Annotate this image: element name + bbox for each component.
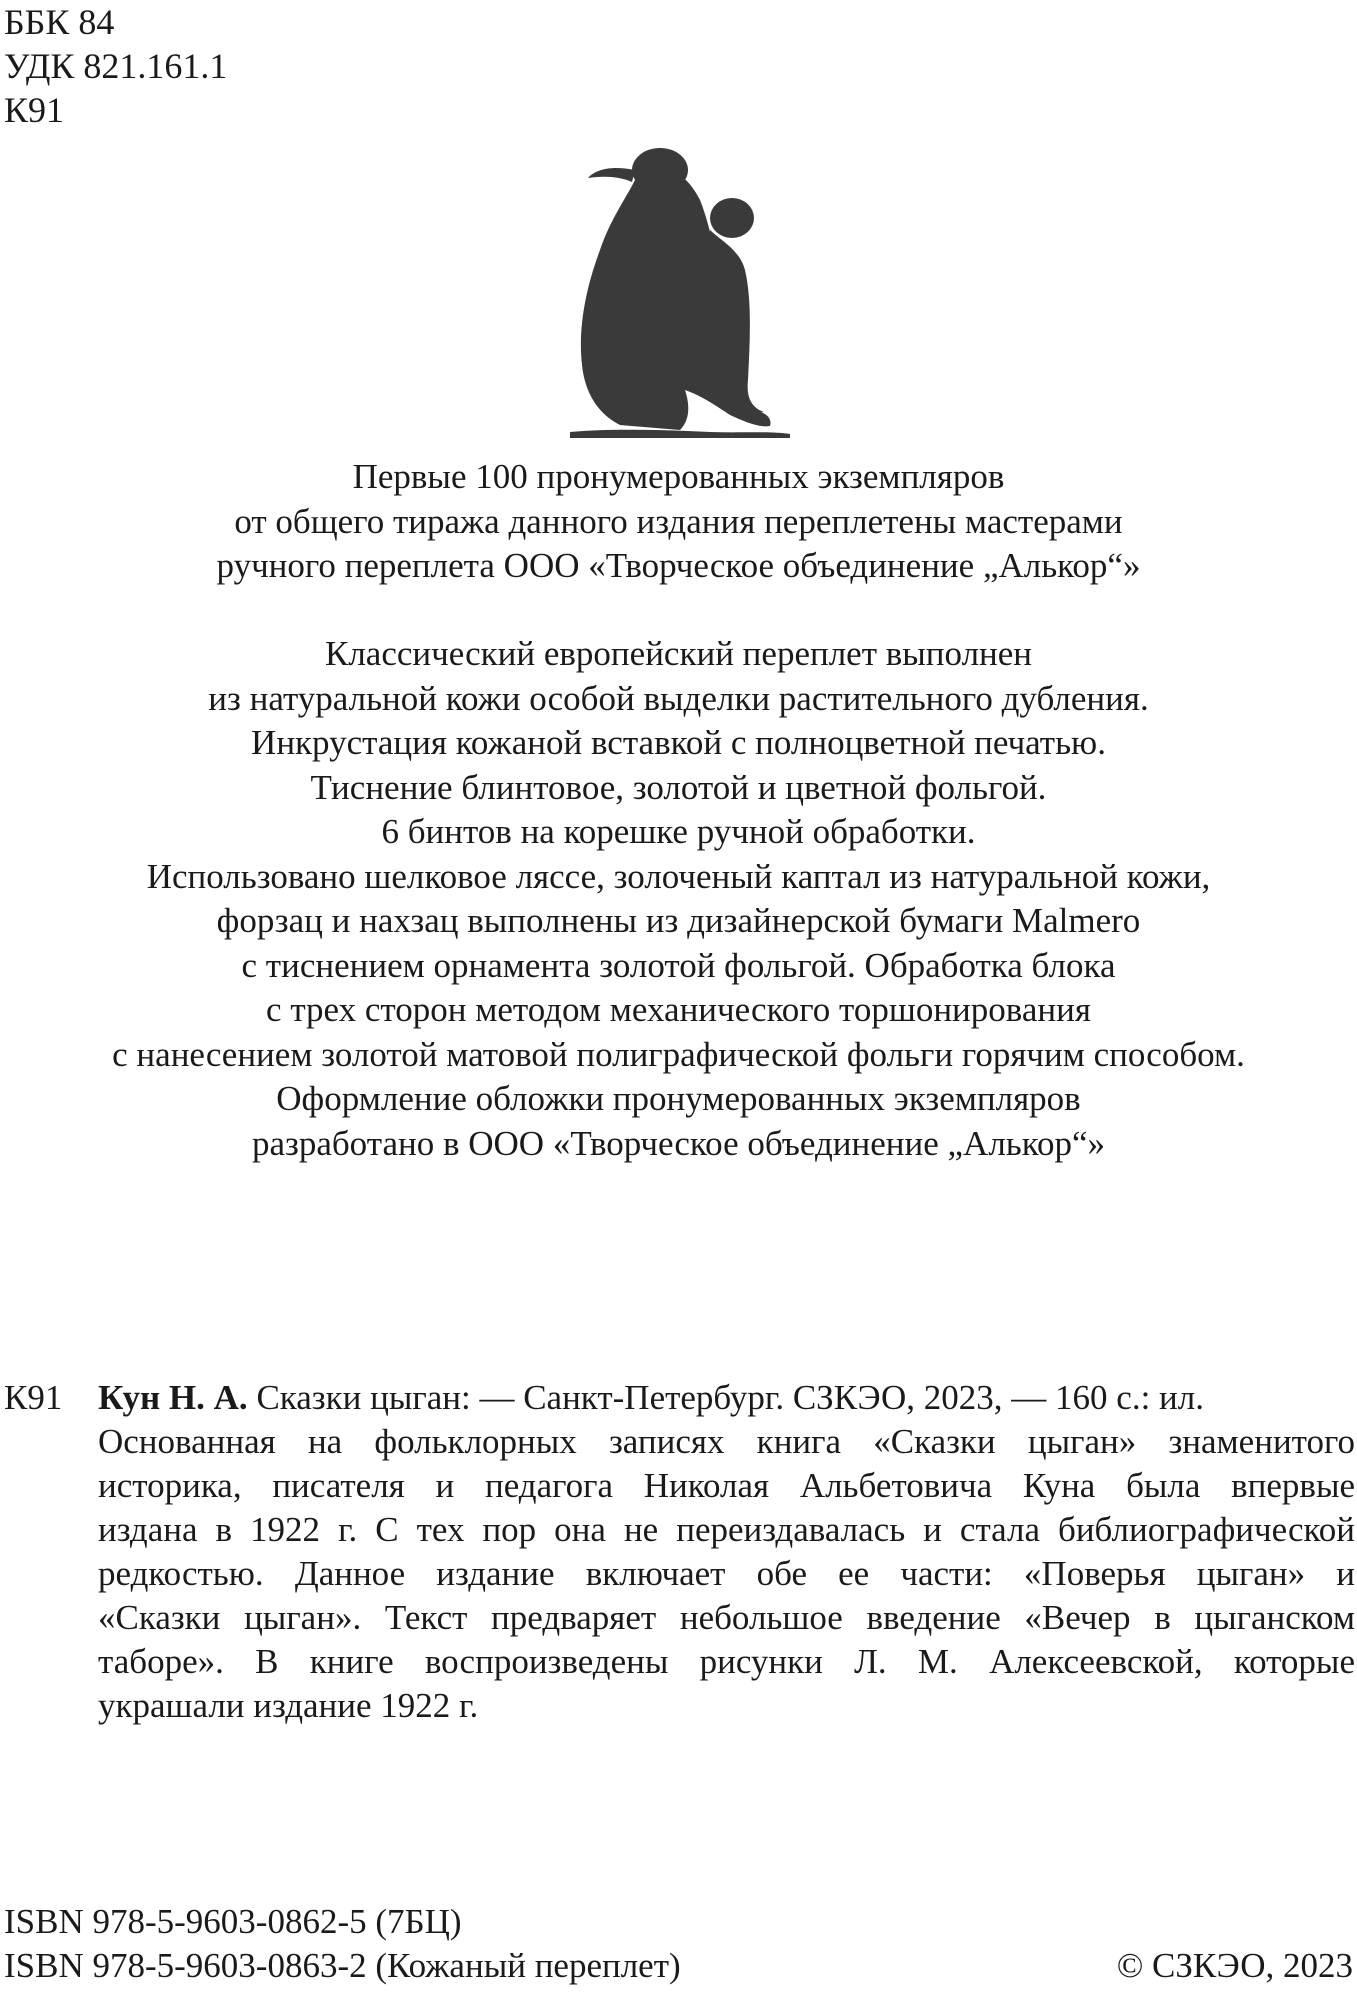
binding-note-line: разработано в ООО «Творческое объединение „Алькор“» xyxy=(251,1123,1106,1163)
binding-note-line: с трех сторон методом механического торшонирования xyxy=(266,990,1091,1029)
annotation-line: редкостью. Данное издание включает обе ее части: «Поверья цыган» и xyxy=(98,1554,1355,1593)
annotation-last-line: украшали издание 1922 г. xyxy=(98,1686,479,1725)
author-sign: К91 xyxy=(4,90,65,130)
binding-note-line: из натуральной кожи особой выделки растительного дубления. xyxy=(208,678,1149,718)
annotation-line: издана в 1922 г. С тех пор она не переиздавалась и стала библиографической xyxy=(98,1510,1355,1549)
binding-note-line: с нанесением золотой матовой полиграфической фольги горячим способом. xyxy=(112,1034,1245,1074)
edition-note-paragraph-1 xyxy=(0,455,1357,589)
bibliographic-record xyxy=(98,1376,1355,1420)
annotation-line: Основанная на фольклорных записях книга «Сказки цыган» знаменитого xyxy=(98,1422,1355,1461)
annotation-line: таборе». В книге воспроизведены рисунки Л. М. Алексеевской, которые xyxy=(98,1642,1355,1681)
isbn-block xyxy=(4,1900,681,1988)
binding-note-line: 6 бинтов на корешке ручной обработки. xyxy=(381,812,976,851)
binding-note-line: Классический европейский переплет выполнен xyxy=(324,634,1033,673)
isbn-line: ISBN 978-5-9603-0862-5 (7БЦ) xyxy=(4,1902,462,1941)
binding-note-line: Тиснение блинтовое, золотой и цветной фольгой. xyxy=(310,767,1047,807)
binding-note-line: Инкрустация кожаной вставкой с полноцветной печатью. xyxy=(251,723,1106,762)
edition-note-line: ручного переплета ООО «Творческое объединение „Алькор“» xyxy=(216,546,1141,585)
bibliographic-details: Сказки цыган: — Санкт-Петербург. СЗКЭО, 2023, — 160 с.: ил. xyxy=(256,1378,1204,1417)
binding-note-line: форзац и нахзац выполнены из дизайнерской бумаги Malmero xyxy=(216,901,1141,940)
author-name: Кун Н. А. xyxy=(98,1378,248,1417)
mother-child-silhouette-image xyxy=(540,140,820,440)
edition-note-line: Первые 100 пронумерованных экземпляров xyxy=(352,457,1005,496)
binding-note-line: Использовано шелковое ляссе, золоченый каптал из натуральной кожи, xyxy=(146,856,1211,896)
annotation-line: историка, писателя и педагога Николая Альбетовича Куна была впервые xyxy=(98,1466,1355,1505)
udk-code: УДК 821.161.1 xyxy=(4,46,228,86)
edition-note-paragraph-2 xyxy=(0,632,1357,1166)
isbn-line: ISBN 978-5-9603-0863-2 (Кожаный переплет) xyxy=(4,1946,681,1985)
annotation-line: «Сказки цыган». Текст предваряет небольшое введение «Вечер в цыганском xyxy=(98,1598,1355,1637)
bbk-code: ББК 84 xyxy=(4,2,115,42)
edition-note-line: от общего тиража данного издания переплетены мастерами xyxy=(234,501,1123,541)
binding-note-line: Оформление обложки пронумерованных экземпляров xyxy=(276,1079,1081,1118)
classification-codes xyxy=(4,0,227,132)
copyright-notice: © СЗКЭО, 2023 xyxy=(1116,1946,1353,1985)
annotation-block xyxy=(98,1376,1355,1728)
annotation-index: К91 xyxy=(4,1378,63,1417)
binding-note-line: с тиснением орнамента золотой фольгой. Обработка блока xyxy=(241,945,1116,985)
